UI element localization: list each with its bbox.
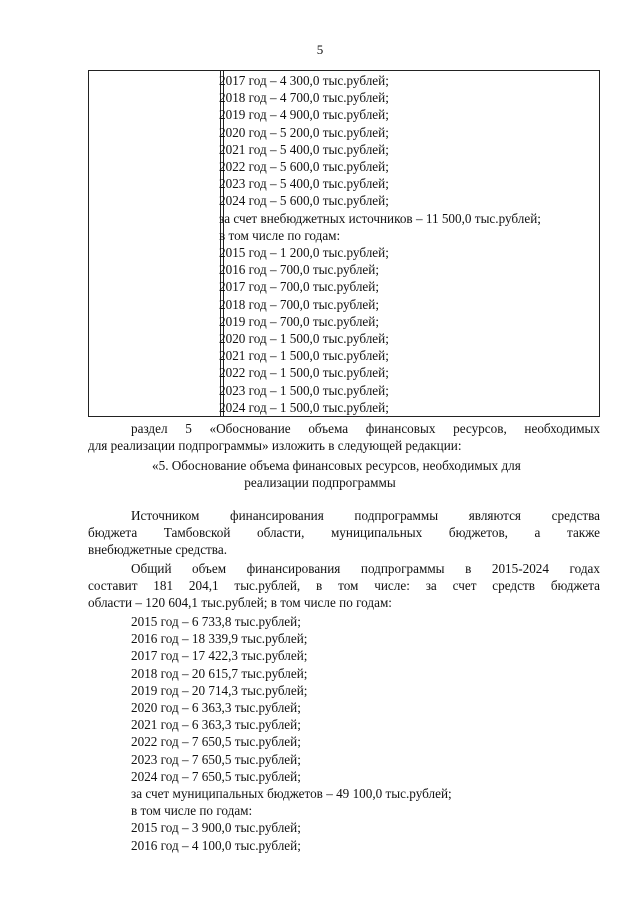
body-line: 2015 год – 6 733,8 тыс.рублей; <box>131 614 301 629</box>
body-line: 2024 год – 7 650,5 тыс.рублей; <box>131 768 301 784</box>
table-line: 2021 год – 1 500,0 тыс.рублей; <box>219 348 389 364</box>
table-line: 2023 год – 1 500,0 тыс.рублей; <box>219 382 389 398</box>
table-line: 2024 год – 1 500,0 тыс.рублей; <box>219 399 389 415</box>
total-line-1: Общий объем финансирования подпрограммы в 2015-2024 годах <box>131 561 600 576</box>
body-line: 2021 год – 6 363,3 тыс.рублей; <box>131 717 301 733</box>
sources-line-1: Источником финансирования подпрограммы являются средства <box>131 508 600 523</box>
table-line: 2018 год – 700,0 тыс.рублей; <box>219 296 379 312</box>
body-line: 2017 год – 17 422,3 тыс.рублей; <box>131 648 308 664</box>
table-line: 2020 год – 1 500,0 тыс.рублей; <box>219 331 389 347</box>
table-line: 2023 год – 5 400,0 тыс.рублей; <box>219 176 389 192</box>
table-line: 2024 год – 5 600,0 тыс.рублей; <box>219 193 389 209</box>
table-line: 2021 год – 5 400,0 тыс.рублей; <box>219 141 389 157</box>
table-line: за счет внебюджетных источников – 11 500,0 тыс.рублей; <box>219 210 541 226</box>
table-line: 2019 год – 4 900,0 тыс.рублей; <box>219 107 389 123</box>
page-number: 5 <box>316 42 324 57</box>
body-line: 2018 год – 20 615,7 тыс.рублей; <box>131 665 308 681</box>
table-line: 2015 год – 1 200,0 тыс.рублей; <box>219 245 389 261</box>
section-heading-line-1: «5. Обоснование объема финансовых ресурсов, необходимых для <box>152 458 521 473</box>
body-line: за счет муниципальных бюджетов – 49 100,0 тыс.рублей; <box>131 786 452 802</box>
table-line: 2017 год – 4 300,0 тыс.рублей; <box>219 73 389 88</box>
sources-line-3: внебюджетные средства. <box>88 542 228 557</box>
total-line-3: области – 120 604,1 тыс.рублей; в том числе по годам: <box>88 595 392 610</box>
table-line: 2017 год – 700,0 тыс.рублей; <box>219 279 379 295</box>
intro-line-1: раздел 5 «Обоснование объема финансовых ресурсов, необходимых <box>131 421 600 436</box>
body-line: в том числе по годам: <box>131 803 253 819</box>
intro-line-2: для реализации подпрограммы» изложить в следующей редакции: <box>88 438 462 453</box>
section-heading-line-2: реализации подпрограммы <box>244 475 396 490</box>
sources-line-2: бюджета Тамбовской области, муниципальных бюджетов, а также <box>88 525 600 540</box>
table-line: 2022 год – 1 500,0 тыс.рублей; <box>219 365 389 381</box>
body-line: 2016 год – 18 339,9 тыс.рублей; <box>131 631 308 647</box>
body-line: 2015 год – 3 900,0 тыс.рублей; <box>131 820 301 836</box>
body-funding-lines <box>131 613 452 854</box>
table-funding-lines <box>219 72 541 416</box>
table-line: 2019 год – 700,0 тыс.рублей; <box>219 313 379 329</box>
table-line: 2016 год – 700,0 тыс.рублей; <box>219 262 379 278</box>
body-line: 2023 год – 7 650,5 тыс.рублей; <box>131 751 301 767</box>
table-line: 2020 год – 5 200,0 тыс.рублей; <box>219 124 389 140</box>
body-line: 2016 год – 4 100,0 тыс.рублей; <box>131 837 301 853</box>
body-line: 2020 год – 6 363,3 тыс.рублей; <box>131 700 301 716</box>
table-line: в том числе по годам: <box>219 227 341 243</box>
table-line: 2018 год – 4 700,0 тыс.рублей; <box>219 90 389 106</box>
body-line: 2019 год – 20 714,3 тыс.рублей; <box>131 682 308 698</box>
total-line-2: составит 181 204,1 тыс.рублей, в том числе: за счет средств бюджета <box>88 578 600 593</box>
body-line: 2022 год – 7 650,5 тыс.рублей; <box>131 734 301 750</box>
table-line: 2022 год – 5 600,0 тыс.рублей; <box>219 159 389 175</box>
